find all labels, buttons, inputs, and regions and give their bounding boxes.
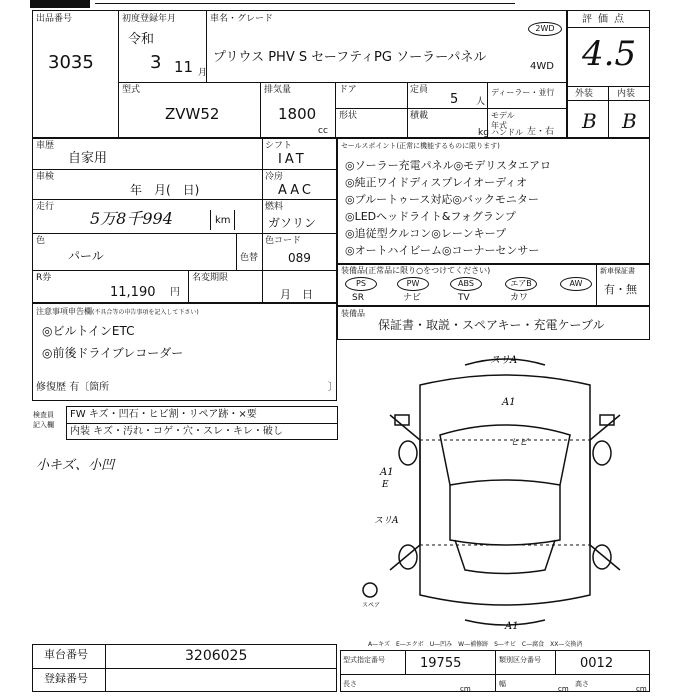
drive-4wd: 4WD [530,61,554,72]
note-line: ◎前後ドライブレコーダー [42,346,184,360]
damage-mark: スリA [490,355,518,366]
capacity-label: 定員 [410,85,429,95]
inspection-label: 車検 [36,172,55,182]
repair-label: 修復歴 有〔箇所 [36,382,110,393]
fuel-label: 燃料 [265,202,284,212]
aircon-value: AAC [278,183,314,198]
expiry-value: 月 日 [280,288,313,301]
approval-label: 型式指定番号 [343,656,385,664]
repair-close: 〕 [328,382,338,393]
notes-label: 注意事項申告欄(不具合等の申告事項を記入して下さい) [36,307,199,316]
car-name: プリウス PHV S セーフティPG ソーラーパネル [213,50,487,65]
damage-mark: ヒビ [510,438,529,448]
shape-label: 形状 [339,111,358,121]
equip-abs: ABS [450,277,482,291]
reg-no-label: 登録番号 [44,672,88,685]
equip-navi: ナビ [403,293,422,303]
length-label: 長さ [343,680,357,688]
interior-grade: B [622,109,637,133]
new-car-value: 有・無 [604,283,637,296]
equip-tv: TV [458,293,470,303]
displacement-label: 排気量 [264,85,292,95]
mileage-value: 5万8千994 [90,209,173,228]
chassis-label: 車台番号 [44,648,88,661]
chassis-number: 3206025 [185,648,248,664]
score-label: 評価点 [582,14,630,25]
name-label: 車名・グレード [210,14,274,24]
equip-sr: SR [352,293,364,303]
sales-title: セールスポイント(正常に機能するものに限ります) [341,142,500,150]
height-label: 高さ [575,680,589,688]
category-label: 類別区分番号 [499,656,541,664]
score-value: 4.5 [582,34,637,74]
era: 令和 [128,32,155,47]
month-unit: 月 [198,68,208,78]
color-label: 色 [36,236,46,246]
dealer-label: ディーラー・並行 [491,88,555,97]
load-label: 積載 [410,111,429,121]
category-number: 0012 [580,656,614,671]
length-unit: cm [460,685,471,693]
note-line: ◎ビルトインETC [42,324,135,338]
interior-line: 内装 キズ・汚れ・コゲ・穴・スレ・キレ・破し [70,426,283,437]
sales-point: ◎ブルートゥース対応◎バックモニター [345,193,539,206]
door-label: ドア [339,85,357,95]
damage-mark: A1 [505,621,519,632]
width-label: 幅 [499,680,506,688]
use-value: 自家用 [68,151,108,166]
displacement: 1800 [278,105,317,123]
equip-ps: PS [345,277,377,291]
sales-point: ◎オートハイビーム◎コーナーセンサー [345,244,540,257]
color-change-label: 色替 [240,253,259,263]
reg-month: 11 [174,58,194,76]
shift-label: シフト [265,141,293,151]
equip-leather: カワ [510,293,529,303]
inspector-label: 検査員 記入欄 [33,411,54,429]
top-tab [30,0,90,8]
new-car-label: 新車保証書 [600,267,635,275]
damage-mark: E [382,480,389,490]
lot-number: 3035 [48,52,94,73]
mileage-label: 走行 [36,202,55,212]
extras-value: 保証書・取説・スペアキー・充電ケーブル [378,318,605,332]
capacity: 5 [450,92,459,107]
equipment-title: 装備品(正常品に限り○をつけてください) [341,266,491,275]
model-label: 型式 [122,85,141,95]
equip-pw: PW [397,277,429,291]
approval-number: 19755 [420,656,462,671]
sales-point: ◎ソーラー充電パネル◎モデリスタエアロ [345,159,551,172]
height-unit: cm [636,685,647,693]
color-code-label: 色コード [265,236,302,246]
equip-airbag: エアB [505,277,537,291]
inspection-value: 年 月( 日) [130,183,200,197]
damage-mark: A1 [380,467,394,478]
expiry-label: 名変期限 [192,273,229,283]
spare-label: スペア [362,602,381,609]
color-value: パール [68,249,104,263]
sales-point: ◎追従型クルコン◎レーンキープ [345,227,507,240]
car-diagram [340,345,650,635]
aircon-label: 冷房 [265,172,284,182]
model-year-label: モデル 年式 [491,111,515,130]
km-unit: km [215,215,231,226]
handle-label: ハンドル [491,128,523,137]
extras-label: 装備品 [341,309,365,318]
recycle-value: 11,190 [110,285,156,300]
sales-point: ◎LEDヘッドライト&フォグランプ [345,210,516,223]
lot-label: 出品番号 [36,14,73,24]
handle-value: 左・右 [527,127,555,137]
reg-year: 3 [150,52,162,73]
fw-line: FW キズ・凹石・ヒビ割・リペア跡・×要 [70,409,257,420]
damage-mark: A1 [502,397,516,408]
color-code-value: 089 [288,251,311,265]
handwritten-note: 小キズ、小凹 [36,458,115,473]
kg-unit: kg [478,128,489,138]
fuel-value: ガソリン [268,216,317,230]
width-unit: cm [558,685,569,693]
sales-point: ◎純正ワイドディスプレイオーディオ [345,176,528,189]
reg-label: 初度登録年月 [122,14,177,24]
damage-legend: A—キズ E—エクボ U—凹み W—補修跡 S—サビ C—腐食 XX—交換済 [368,641,583,648]
damage-mark: スリA [374,516,399,526]
use-label: 車歴 [36,141,55,151]
equip-aw: AW [560,277,592,291]
exterior-grade: B [582,109,597,133]
cc-unit: cc [318,126,328,136]
recycle-label: R券 [36,273,52,283]
capacity-unit: 人 [476,97,486,107]
interior-label: 内装 [617,89,636,99]
exterior-label: 外装 [575,89,594,99]
drive-2wd: 2WD [528,22,562,36]
yen-unit: 円 [170,287,180,298]
shift-value: IAT [278,152,307,167]
model-code: ZVW52 [165,105,220,123]
